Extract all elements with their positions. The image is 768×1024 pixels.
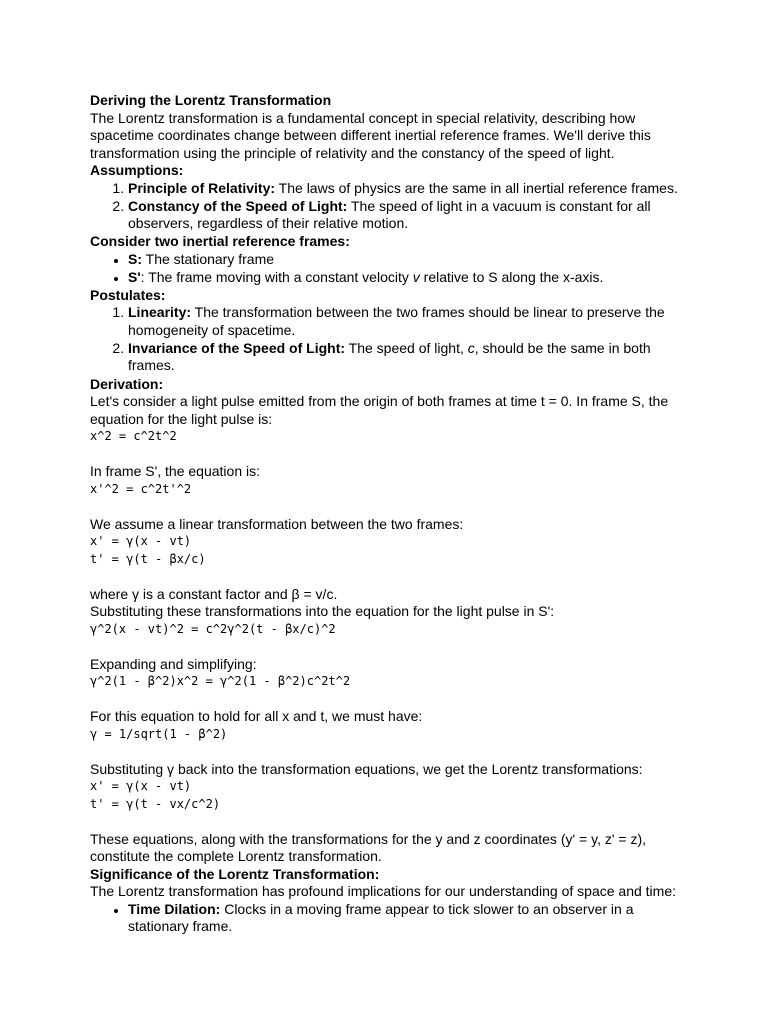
- assumptions-list: [90, 180, 678, 233]
- item-term: Constancy of the Speed of Light:: [128, 197, 348, 214]
- frames-heading: Consider two inertial reference frames:: [90, 233, 350, 250]
- list-item: [128, 901, 678, 936]
- equation: t' = γ(t - βx/c): [90, 551, 206, 566]
- spacer: [90, 568, 678, 586]
- document-title: Deriving the Lorentz Transformation: [90, 92, 332, 108]
- equation: x' = γ(x - vt): [90, 779, 192, 794]
- equation: x^2 = c^2t^2: [90, 429, 177, 444]
- assumptions-heading: Assumptions:: [90, 162, 184, 178]
- derivation-paragraph: Let's consider a light pulse emitted from the origin of both frames at time t = 0. In frame S, the equation for the light pulse is:: [90, 393, 669, 427]
- list-item: [128, 304, 678, 339]
- item-term: Linearity:: [128, 304, 192, 321]
- item-text: The stationary frame: [142, 250, 275, 267]
- item-text: The speed of light in a vacuum is constant for all observers, regardless of their relative motion.: [128, 197, 651, 232]
- item-term: S:: [128, 250, 142, 267]
- item-text: The speed of light,: [345, 339, 468, 356]
- item-text: relative to S along the x-axis.: [419, 268, 604, 285]
- equation: γ = 1/sqrt(1 - β^2): [90, 726, 228, 741]
- item-term: Principle of Relativity:: [128, 179, 276, 196]
- item-term: S': [128, 268, 141, 285]
- significance-list: [90, 901, 678, 936]
- derivation-paragraph: Substituting γ back into the transformation equations, we get the Lorentz transformations:: [90, 760, 643, 777]
- list-item: [128, 340, 678, 375]
- significance-intro: The Lorentz transformation has profound implications for our understanding of space and time:: [90, 883, 676, 900]
- item-term: Invariance of the Speed of Light:: [128, 339, 346, 356]
- derivation-paragraph: For this equation to hold for all x and t, we must have:: [90, 708, 423, 725]
- derivation-paragraph: where γ is a constant factor and β = v/c.: [90, 585, 338, 602]
- item-text: The laws of physics are the same in all inertial reference frames.: [275, 179, 678, 196]
- derivation-paragraph: Substituting these transformations into the equation for the light pulse in S':: [90, 603, 555, 620]
- equation: t' = γ(t - vx/c^2): [90, 796, 221, 811]
- list-item: [128, 180, 678, 198]
- derivation-heading: Derivation:: [90, 375, 164, 392]
- item-term: Time Dilation:: [128, 900, 221, 917]
- spacer: [90, 446, 678, 464]
- equation: x'^2 = c^2t'^2: [90, 481, 192, 496]
- equation: γ^2(x - vt)^2 = c^2γ^2(t - βx/c)^2: [90, 621, 336, 636]
- item-text: , should be the same in both frames.: [128, 339, 651, 374]
- velocity-variable: v: [412, 268, 420, 285]
- list-item: [128, 198, 678, 233]
- light-speed-variable: c: [467, 339, 475, 356]
- spacer: [90, 638, 678, 656]
- spacer: [90, 498, 678, 516]
- derivation-paragraph: We assume a linear transformation between the two frames:: [90, 515, 464, 532]
- spacer: [90, 691, 678, 709]
- significance-heading: Significance of the Lorentz Transformation:: [90, 865, 380, 882]
- equation: x' = γ(x - vt): [90, 534, 192, 549]
- derivation-paragraph: These equations, along with the transformations for the y and z coordinates (y' = y, z' = z), constitute the complete Lorentz transformation.: [90, 830, 647, 865]
- list-item: [128, 269, 678, 287]
- intro-paragraph: The Lorentz transformation is a fundamental concept in special relativity, describing how spacetime coordinates change between different inertial reference frames. We'll derive this transformation using the principle of relativity and the constancy of the speed of light.: [90, 109, 651, 161]
- list-item: [128, 251, 678, 269]
- item-text: : The frame moving with a constant velocity: [140, 268, 413, 285]
- spacer: [90, 743, 678, 761]
- frames-list: [90, 251, 678, 287]
- derivation-paragraph: In frame S', the equation is:: [90, 463, 260, 480]
- equation: γ^2(1 - β^2)x^2 = γ^2(1 - β^2)c^2t^2: [90, 674, 351, 689]
- item-text: The transformation between the two frames should be linear to preserve the homogeneity of spacetime.: [128, 304, 665, 338]
- postulates-heading: Postulates:: [90, 286, 166, 303]
- spacer: [90, 813, 678, 831]
- derivation-paragraph: Expanding and simplifying:: [90, 655, 257, 672]
- postulates-list: [90, 304, 678, 375]
- item-text: Clocks in a moving frame appear to tick slower to an observer in a stationary frame.: [128, 900, 634, 935]
